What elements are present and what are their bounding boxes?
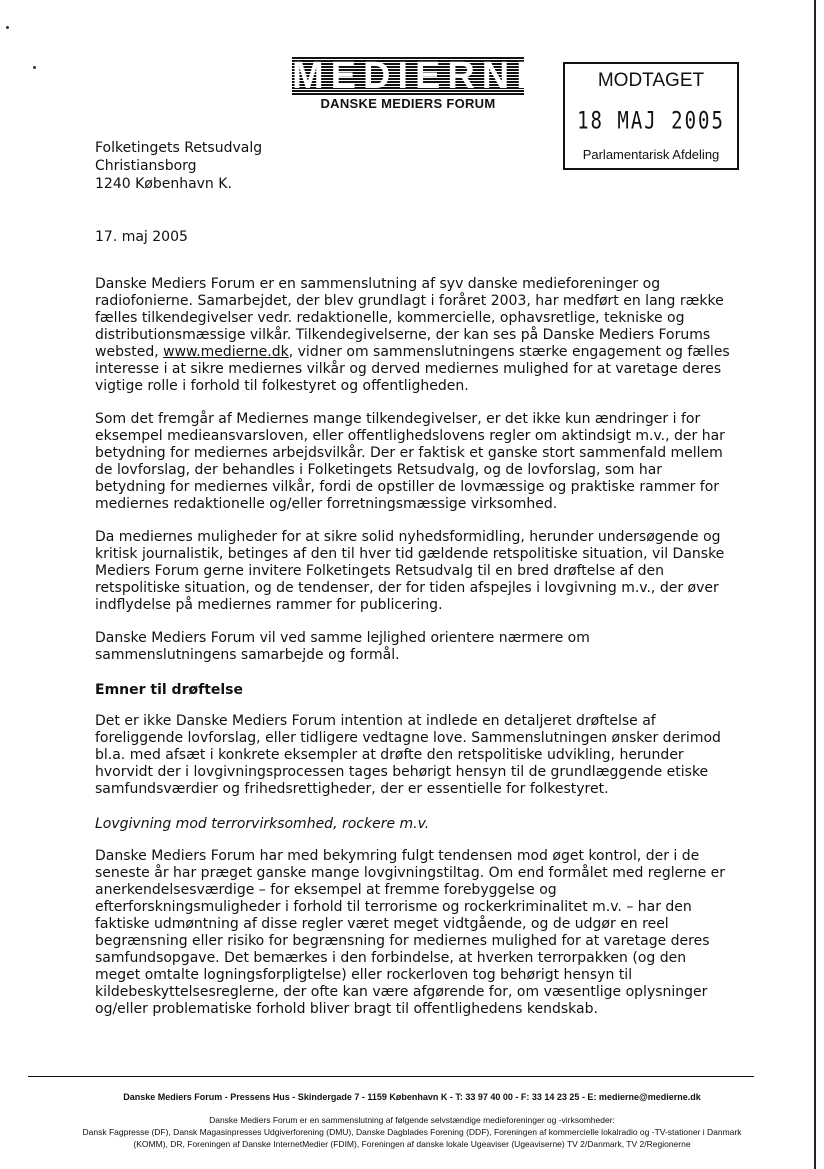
stamp-date: 18 MAJ 2005 xyxy=(577,107,725,135)
scan-speck xyxy=(33,66,36,69)
section-heading: Emner til drøftelse xyxy=(95,682,244,698)
scan-speck xyxy=(6,26,9,29)
footer-members-line: Dansk Fagpresse (DF), Dansk Magasinpresses Udgiverforening (DMU), Danske Dagblades Forening (DDF), Foreningen af kommercielle lokalradio og -TV-stationer i Danmark xyxy=(82,1127,742,1137)
paragraph-text: , vidner om sammenslutningens stærke engagement og fælles interesse i at sikre mediernes vilkår og derved mediernes mulighed for at varetage deres vigtige rolle i forhold til folkestyret og offentligheden. xyxy=(95,344,730,394)
stamp-title: MODTAGET xyxy=(597,70,705,91)
recipient-line: 1240 København K. xyxy=(95,176,232,192)
paragraph-4: Danske Mediers Forum vil ved samme lejlighed orientere nærmere om sammenslutningens samarbejde og formål. xyxy=(95,630,590,663)
recipient-line: Christiansborg xyxy=(95,158,197,174)
footer-members-intro: Danske Mediers Forum er en sammenslutning af følgende selvstændige medieforeninger og -virksomheder: xyxy=(209,1115,615,1125)
footer-address: Danske Mediers Forum - Pressens Hus - Skindergade 7 - 1159 København K - T: 33 97 40 00 - F: 33 14 23 25 - E: medierne@medierne.dk xyxy=(123,1092,701,1102)
logo-subtitle: DANSKE MEDIERS FORUM xyxy=(320,96,496,111)
section-subheading: Lovgivning mod terrorvirksomhed, rockere m.v. xyxy=(95,816,430,832)
paragraph-5: Det er ikke Danske Mediers Forum intention at indlede en detaljeret drøftelse af foreliggende lovforslag, eller tidligere vedtagne love. Sammenslutningen ønsker derimod bl.a. med afsæt i konkrete eksempler at drøfte den retspolitiske udvikling, herunder hvorvidt der i lovgivningsprocessen tages behørigt hensyn til de grundlæggende etiske samfundsværdier og frihedsrettigheder, der er essentielle for folkestyret. xyxy=(95,713,721,797)
website-link[interactable]: www.medierne.dk xyxy=(163,344,289,360)
received-stamp xyxy=(563,62,739,170)
letter-date: 17. maj 2005 xyxy=(95,229,188,245)
paragraph-1 xyxy=(95,276,735,395)
recipient-address xyxy=(95,139,262,193)
paragraph-3: Da mediernes muligheder for at sikre solid nyhedsformidling, herunder undersøgende og kritisk journalistik, betinges af den til hver tid gældende retspolitiske situation, vil Danske Mediers Forum gerne invitere Folketingets Retsudvalg til en bred drøftelse af den retspolitiske situation, og de tendenser, der for tiden afspejles i lovgivning m.v., der øver indflydelse på mediernes rammer for publicering. xyxy=(95,529,725,613)
recipient-line: Folketingets Retsudvalg xyxy=(95,140,263,156)
footer-members-line: (KOMM), DR, Foreningen af Danske InternetMedier (FDIM), Foreningen af danske lokale Ugeaviser (Ugeaviserne) TV 2/Danmark, TV 2/Regionerne xyxy=(133,1139,691,1149)
letterhead-logo xyxy=(292,55,549,111)
paragraph-6: Danske Mediers Forum har med bekymring fulgt tendensen mod øget kontrol, der i de seneste år har præget ganske mange lovgivningstiltag. Om end formålet med reglerne er anerkendelsesværdige – for eksempel at fremme forebyggelse og efterforskningsmuligheder i forhold til terrorisme og rockerkriminalitet m.v. – har den faktiske udmøntning af disse regler været meget vidtgående, og de udgør en reel begrænsning eller risiko for begrænsning for mediernes mulighed for at varetage deres samfundsopgave. Det bemærkes i den forbindelse, at hverken terrorpakken (og den meget omtalte logningsforpligtelse) eller rockerloven tog behørigt hensyn til kildebeskyttelsesreglerne, der ofte kan være afgørende for, om væsentlige oplysninger og/eller problematiske forhold bliver bragt til offentlighedens kendskab. xyxy=(95,848,726,1017)
paragraph-2: Som det fremgår af Mediernes mange tilkendegivelser, er det ikke kun ændringer i for eksempel medieansvarsloven, eller offentlighedslovens regler om aktindsigt m.v., der har betydning for mediernes arbejdsvilkår. Der er faktisk et ganske stort sammenfald mellem de lovforslag, der behandles i Folketingets Retsudvalg, og de lovforslag, som har betydning for mediernes vilkår, fordi de opstiller de lovmæssige og praktiske rammer for mediernes redaktionelle og/eller forretningsmæssige virksomhed. xyxy=(95,411,725,512)
page-edge xyxy=(814,0,816,1169)
logo-wordmark: MEDIERNE xyxy=(292,55,549,97)
paragraph-text: Danske Mediers Forum er en sammenslutning af syv danske medieforeninger og radiofonierne. Samarbejdet, der blev grundlagt i foråret 2003, har medført en lang række fælles tilkendegivelser vedr. redaktionelle, kommercielle, ophavsretlige, tekniske og distributionsmæssige vilkår. Tilkendegivelserne, der kan ses på Danske Mediers Forums websted, xyxy=(95,276,724,360)
stamp-department: Parlamentarisk Afdeling xyxy=(582,147,720,162)
footer-divider xyxy=(28,1076,754,1077)
